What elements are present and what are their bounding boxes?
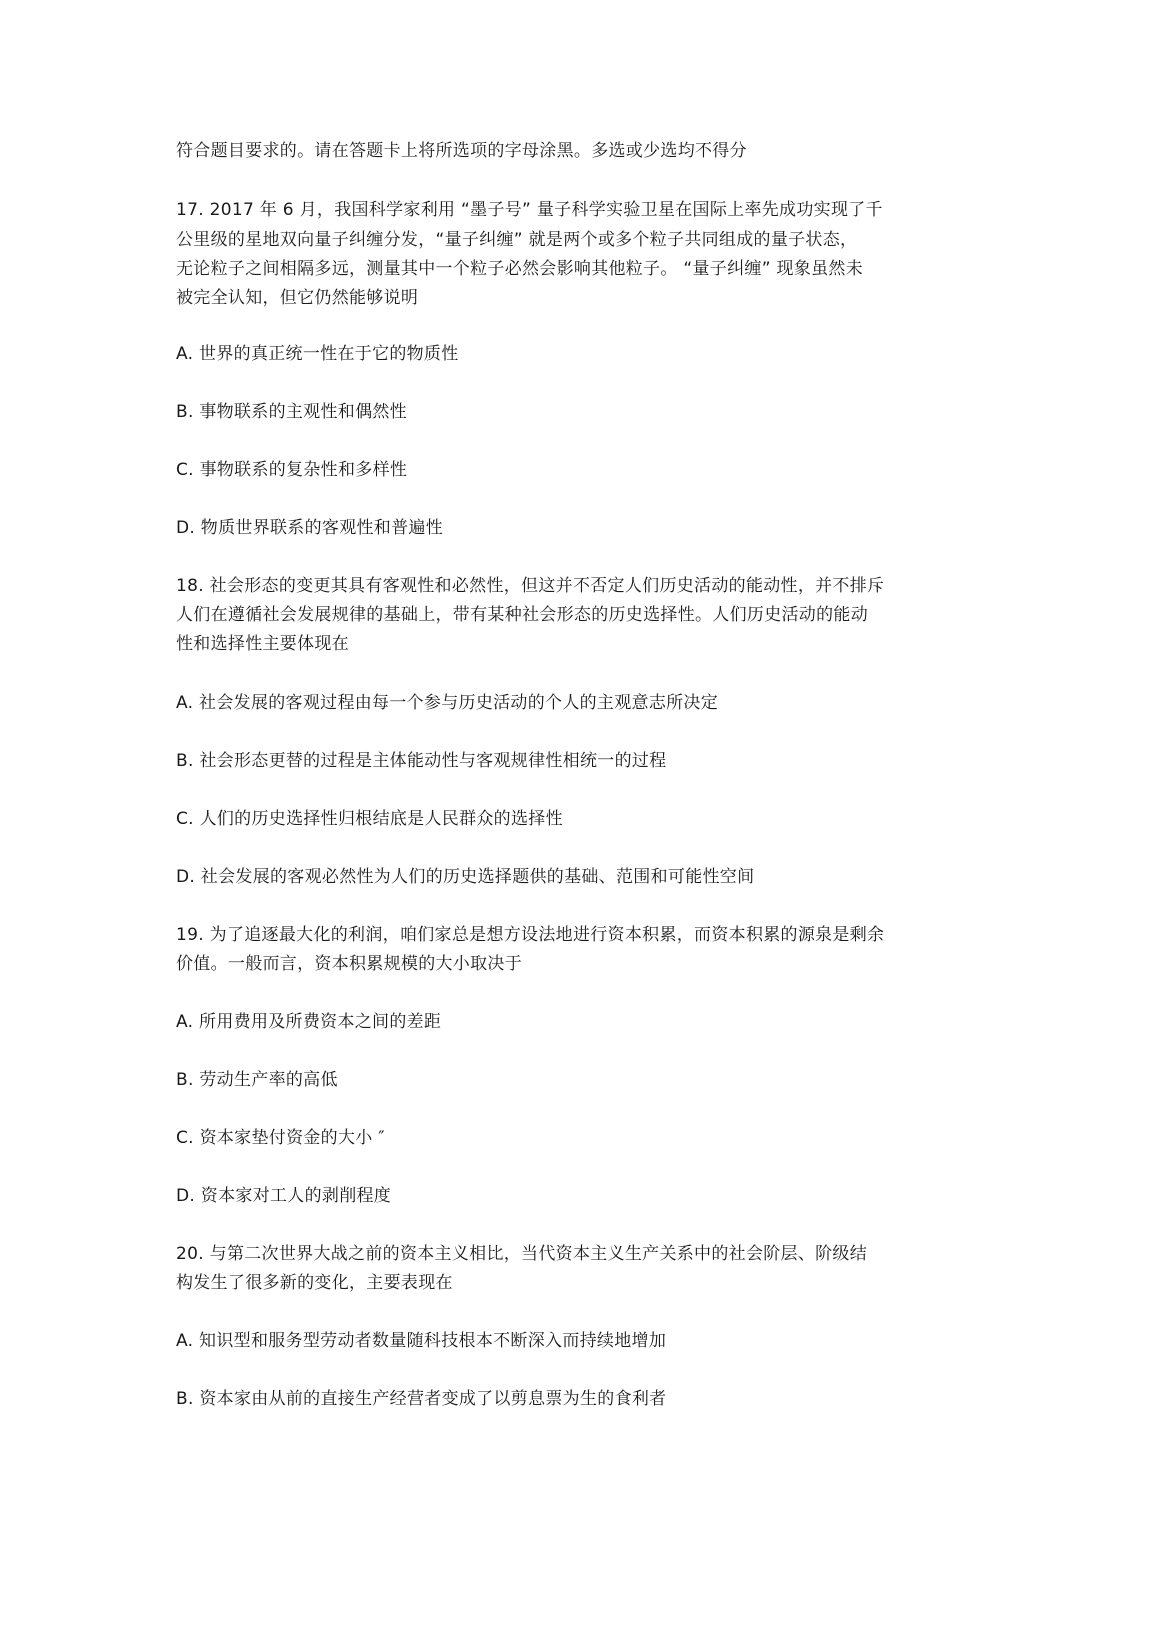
question-stem-line: 性和选择性主要体现在 [176,634,349,654]
option-c: C. 资本家垫付资金的大小 ″ [176,1128,385,1148]
option-b: B. 事物联系的主观性和偶然性 [176,402,407,422]
question-stem-line: 无论粒子之间相隔多远，测量其中一个粒子必然会影响其他粒子。 “量子纠缠” 现象虽然未 [176,259,864,279]
option-b: B. 劳动生产率的高低 [176,1070,338,1090]
question-stem-line: 构发生了很多新的变化，主要表现在 [176,1273,453,1293]
option-d: D. 资本家对工人的剥削程度 [176,1186,392,1206]
option-d: D. 社会发展的客观必然性为人们的历史选择题供的基础、范围和可能性空间 [176,867,755,887]
question-stem-line: 价值。一般而言，资本积累规模的大小取决于 [176,954,522,974]
option-b: B. 社会形态更替的过程是主体能动性与客观规律性相统一的过程 [176,751,667,771]
option-c: C. 人们的历史选择性归根结底是人民群众的选择性 [176,809,563,829]
option-a: A. 所用费用及所费资本之间的差距 [176,1012,442,1032]
question-stem-line: 被完全认知，但它仍然能够说明 [176,288,419,308]
option-c: C. 事物联系的复杂性和多样性 [176,460,408,480]
question-stem-line: 20. 与第二次世界大战之前的资本主义相比，当代资本主义生产关系中的社会阶层、阶级结 [176,1244,868,1264]
instruction-text: 符合题目要求的。请在答题卡上将所选项的字母涂黑。多选或少选均不得分 [176,141,747,161]
option-a: A. 知识型和服务型劳动者数量随科技根本不断深入而持续地增加 [176,1331,667,1351]
option-a: A. 世界的真正统一性在于它的物质性 [176,344,459,364]
question-stem-line: 公里级的星地双向量子纠缠分发，“量子纠缠” 就是两个或多个粒子共同组成的量子状态， [176,230,858,250]
question-stem-line: 18. 社会形态的变更其具有客观性和必然性，但这并不否定人们历史活动的能动性，并不排斥 [176,576,885,596]
option-a: A. 社会发展的客观过程由每一个参与历史活动的个人的主观意志所决定 [176,693,719,713]
option-b: B. 资本家由从前的直接生产经营者变成了以剪息票为生的食利者 [176,1389,667,1409]
option-d: D. 物质世界联系的客观性和普遍性 [176,518,443,538]
question-stem-line: 人们在遵循社会发展规律的基础上，带有某种社会形态的历史选择性。人们历史活动的能动 [176,605,868,625]
question-stem-line: 19. 为了追逐最大化的利润，咱们家总是想方设法地进行资本积累，而资本积累的源泉是剩余 [176,925,885,945]
question-stem-line: 17. 2017 年 6 月，我国科学家利用 “墨子号” 量子科学实验卫星在国际上率先成功实现了千 [176,200,883,220]
